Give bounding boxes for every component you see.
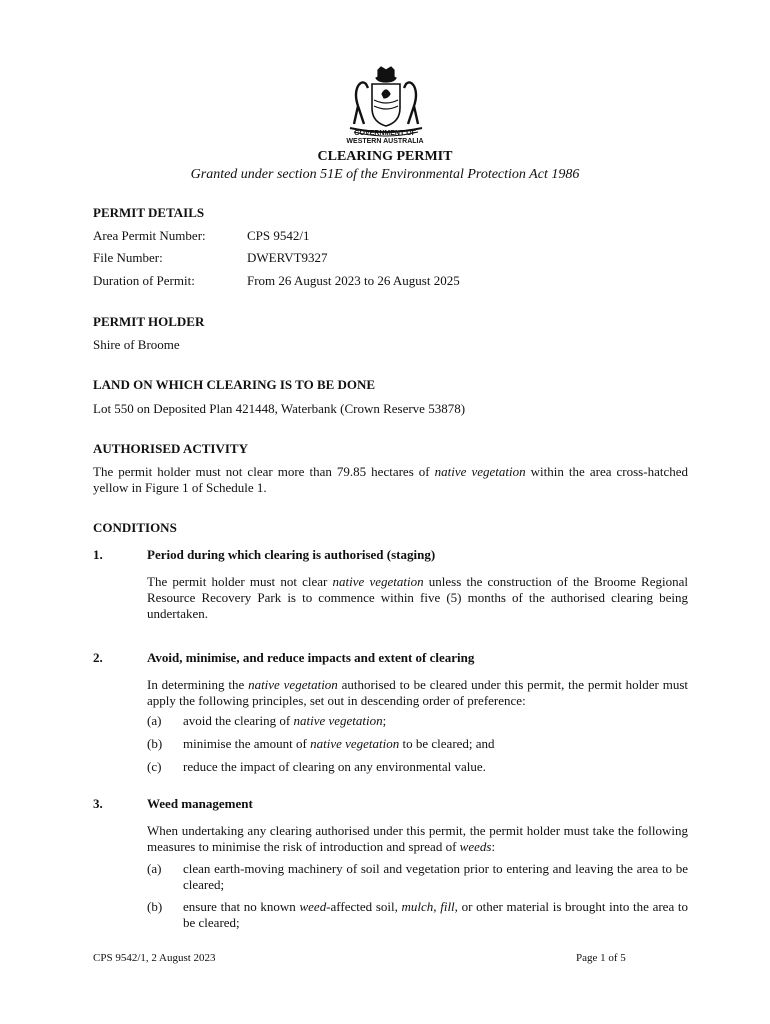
land-value: Lot 550 on Deposited Plan 421448, Waterbank (Crown Reserve 53878) [93,401,466,416]
document-title: CLEARING PERMIT [317,149,453,164]
condition-3-title: Weed management [147,796,253,811]
condition-2-item-a-label: (a) [147,713,162,728]
defined-term: native vegetation [434,464,526,479]
condition-1-number: 1. [93,547,103,562]
permit-details-heading: PERMIT DETAILS [93,205,205,220]
condition-3-item-b: ensure that no known weed-affected soil, mulch, fill, or other material is brought into the area to be cleared; [183,899,689,930]
area-permit-number-label: Area Permit Number: [93,228,206,243]
crest-caption-line2: WESTERN AUSTRALIA [346,138,424,145]
condition-3-item-a-label: (a) [147,861,162,876]
crest-caption-line1: GOVERNMENT OF [354,130,416,137]
permit-holder-value: Shire of Broome [93,337,180,352]
defined-term: native vegetation [248,677,338,692]
condition-3-item-a: clean earth-moving machinery of soil and vegetation prior to entering and leaving the area to be cleared; [183,861,688,892]
permit-holder-heading: PERMIT HOLDER [93,314,205,329]
authorised-activity-text: The permit holder must not clear more than 79.85 hectares of native vegetation within the area cross-hatched yellow in Figure 1 of Schedule 1. [93,464,688,495]
footer-reference: CPS 9542/1, 2 August 2023 [93,952,216,964]
condition-2-item-c-label: (c) [147,759,162,774]
file-number-value: DWERVT9327 [247,250,328,265]
conditions-heading: CONDITIONS [93,520,177,535]
footer-page-number: Page 1 of 5 [576,952,626,964]
condition-1-text: The permit holder must not clear native vegetation unless the construction of the Broome Regional Resource Recovery Park is to commence within five (5) months of the authorised clearing being undertaken. [147,574,688,621]
duration-label: Duration of Permit: [93,273,195,288]
crest-caption [300,130,470,146]
condition-3-text: When undertaking any clearing authorised under this permit, the permit holder must take the following measures to minimise the risk of introduction and spread of weeds: [147,823,688,854]
defined-term: weeds [459,839,492,854]
condition-2-title: Avoid, minimise, and reduce impacts and extent of clearing [147,650,475,665]
defined-term: native vegetation [332,574,424,589]
condition-2-number: 2. [93,650,103,665]
condition-2-text: In determining the native vegetation authorised to be cleared under this permit, the permit holder must apply the following principles, set out in descending order of preference: [147,677,688,708]
duration-value: From 26 August 2023 to 26 August 2025 [247,273,460,288]
condition-3-number: 3. [93,796,103,811]
file-number-label: File Number: [93,250,163,265]
condition-2-item-b-label: (b) [147,736,163,751]
land-heading: LAND ON WHICH CLEARING IS TO BE DONE [93,377,376,392]
condition-1-title: Period during which clearing is authorised (staging) [147,547,436,562]
condition-3-item-b-label: (b) [147,899,163,914]
document-subtitle: Granted under section 51E of the Environmental Protection Act 1986 [190,167,580,182]
condition-2-item-b: minimise the amount of native vegetation to be cleared; and [183,736,495,751]
condition-2-item-a: avoid the clearing of native vegetation; [183,713,387,728]
authorised-activity-heading: AUTHORISED ACTIVITY [93,441,248,456]
condition-2-item-c: reduce the impact of clearing on any environmental value. [183,759,486,774]
area-permit-number-value: CPS 9542/1 [247,228,310,243]
